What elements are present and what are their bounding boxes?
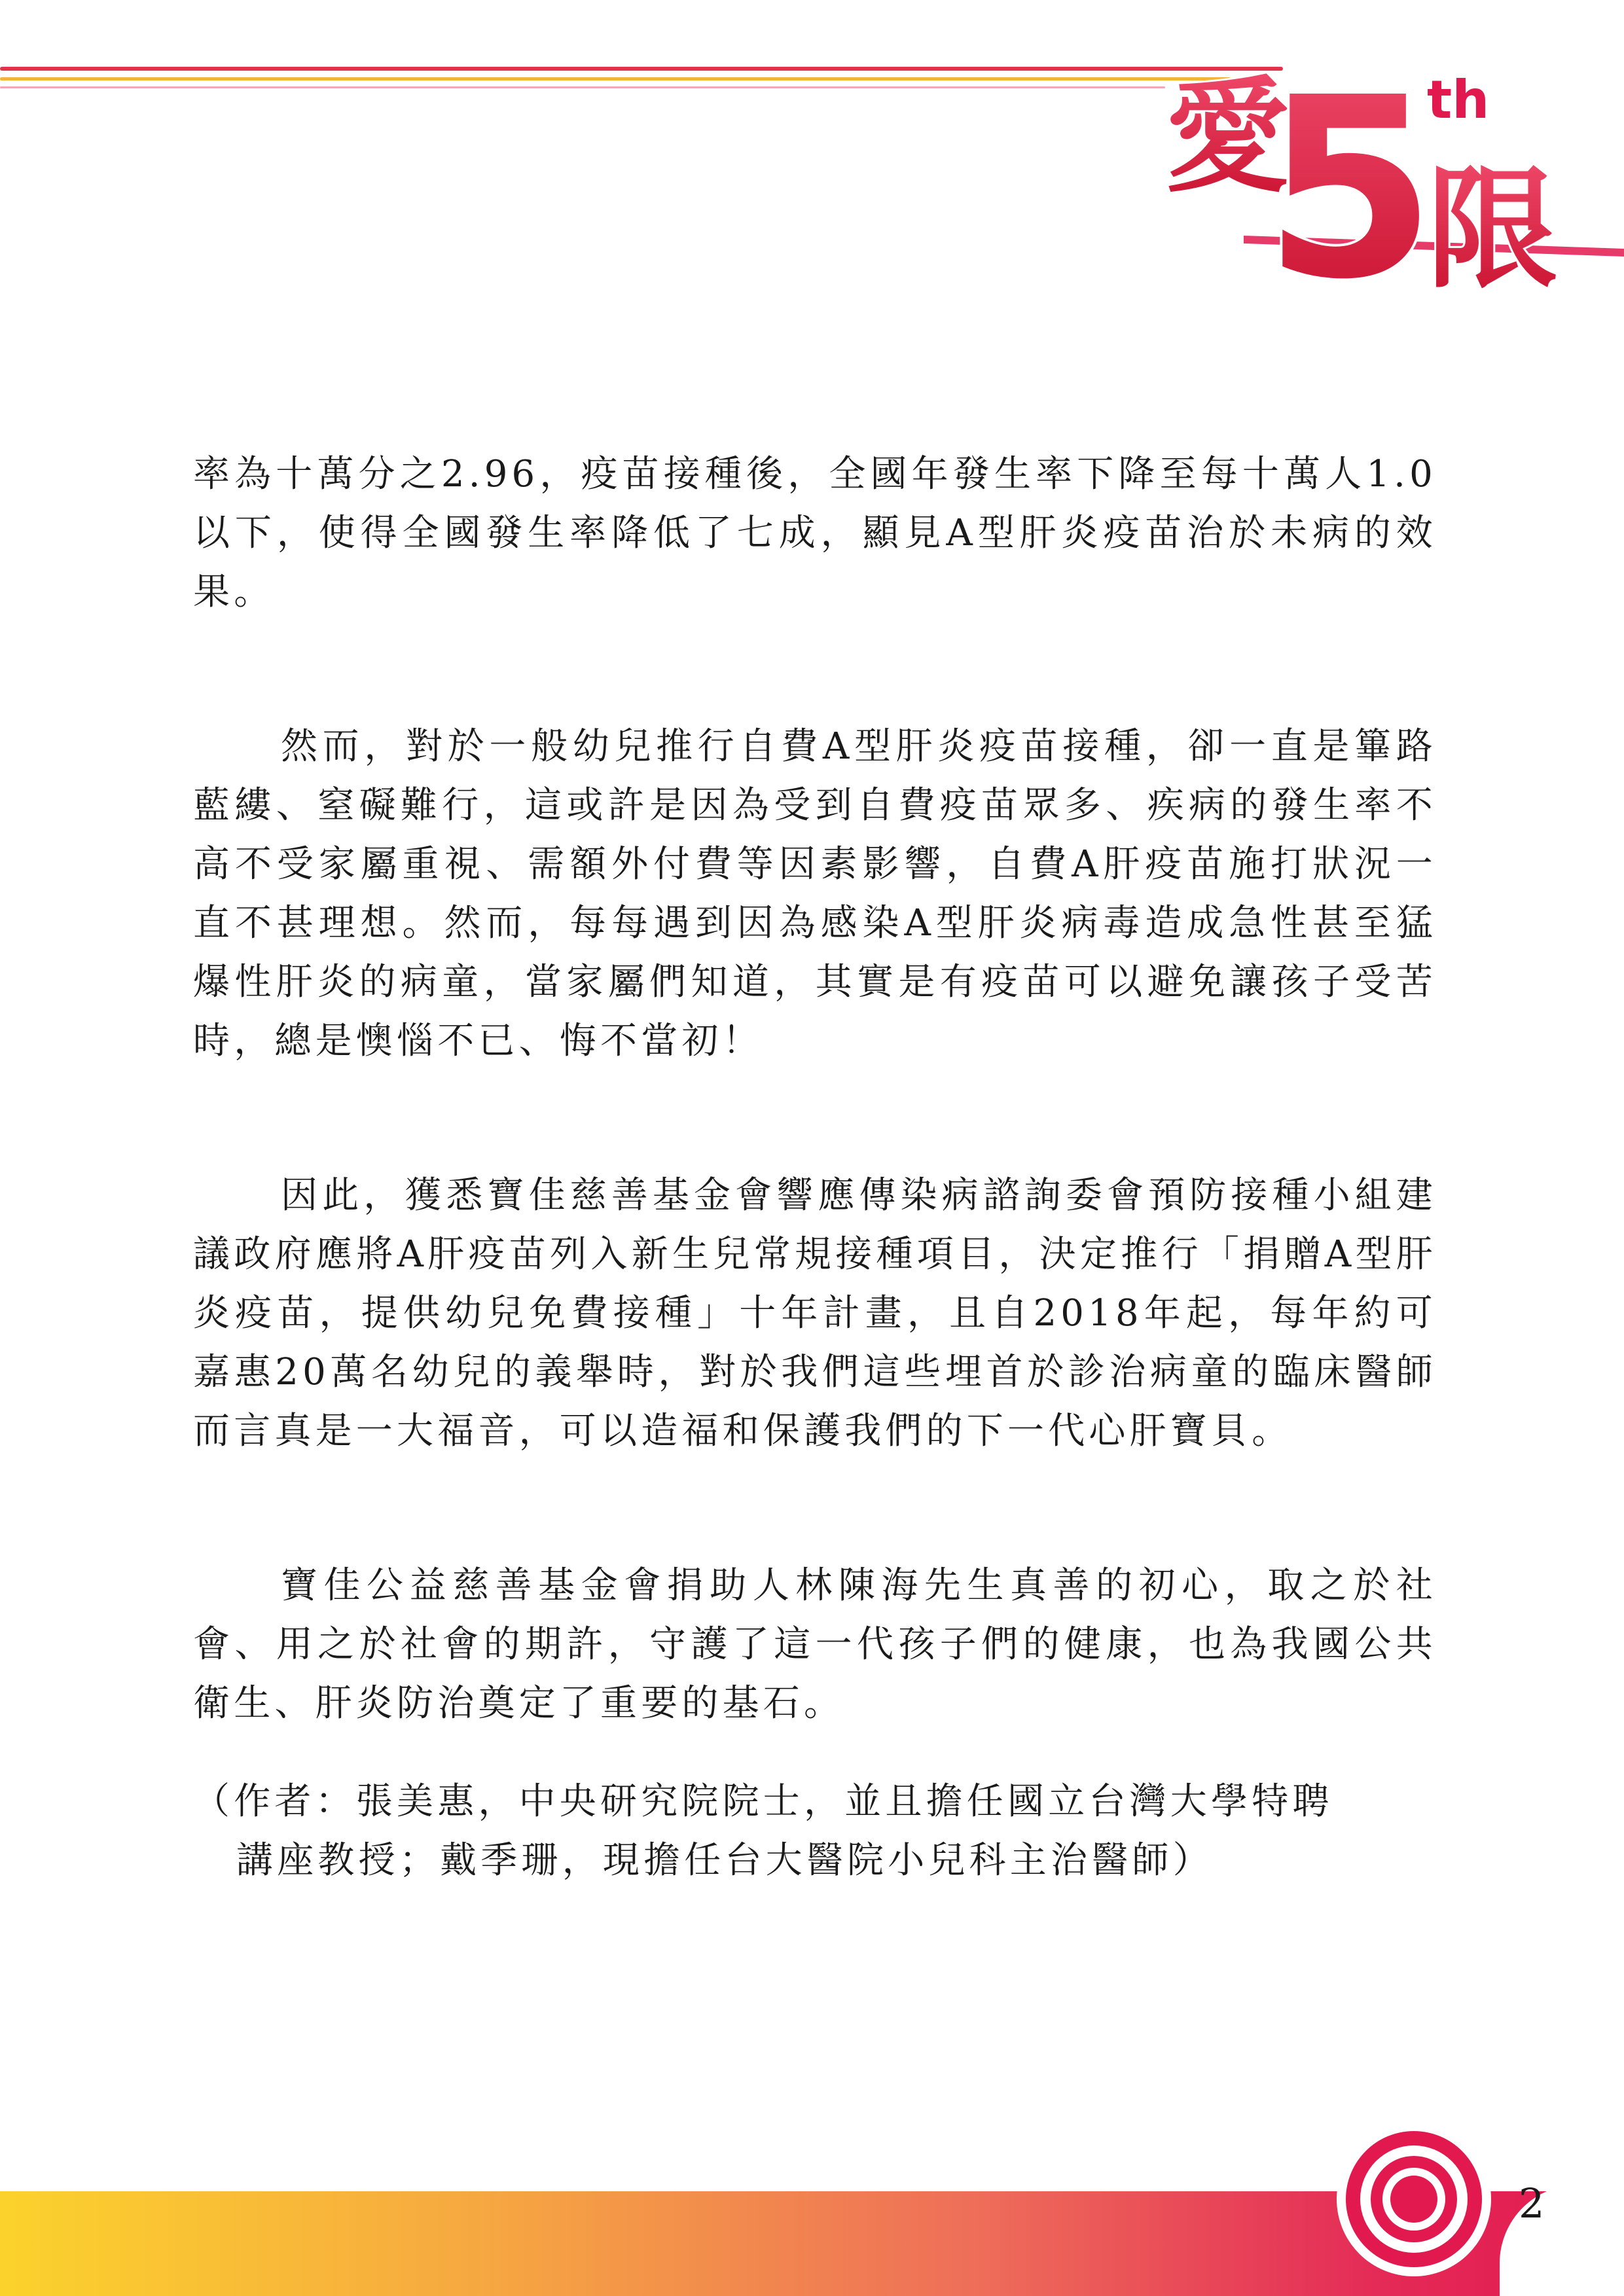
paragraph-4: 寶佳公益慈善基金會捐助人林陳海先生真善的初心，取之於社會、用之於社會的期許，守護了這一代孩子們的健康，也為我國公共衛生、肝炎防治奠定了重要的基石。 <box>193 1564 1437 1725</box>
logo-char-ai: 愛 <box>1165 65 1290 209</box>
article-body <box>193 445 1437 1890</box>
header-line-gold <box>0 77 1231 81</box>
author-line-2: 講座教授；戴季珊，現擔任台大醫院小兒科主治醫師） <box>236 1839 1214 1882</box>
header-line-red <box>0 67 1283 71</box>
page-number: 2 <box>1519 2179 1545 2227</box>
author-note <box>193 1772 1437 1890</box>
logo-char-xian: 限 <box>1427 154 1559 301</box>
target-circle-icon <box>1335 2121 1492 2278</box>
paragraph-2: 然而，對於一般幼兒推行自費A型肝炎疫苗接種，卻一直是篳路藍縷、窒礙難行，這或許是因為受到自費疫苗眾多、疾病的發生率不高不受家屬重視、需額外付費等因素影響，自費A肝疫苗施打狀況一直不甚理想。然而，每每遇到因為感染A型肝炎病毒造成急性甚至猛爆性肝炎的病童，當家屬們知道，其實是有疫苗可以避免讓孩子受苦時，總是懊惱不已、悔不當初！ <box>193 725 1437 1062</box>
author-line-1: （作者：張美惠，中央研究院院士，並且擔任國立台灣大學特聘 <box>193 1780 1333 1823</box>
paragraph-1: 率為十萬分之2.96，疫苗接種後，全國年發生率下降至每十萬人1.0以下，使得全國發生率降低了七成，顯見A型肝炎疫苗治於未病的效果。 <box>193 453 1437 613</box>
logo-number: 5 <box>1263 44 1437 301</box>
ai-5-xian-logo <box>1165 39 1624 301</box>
paragraph-3: 因此，獲悉寶佳慈善基金會響應傳染病諮詢委會預防接種小組建議政府應將A肝疫苗列入新生兒常規接種項目，決定推行「捐贈A型肝炎疫苗，提供幼兒免費接種」十年計畫，且自2018年起，每年約可嘉惠20萬名幼兒的義舉時，對於我們這些埋首於診治病童的臨床醫師而言真是一大福音，可以造福和保護我們的下一代心肝寶貝。 <box>193 1174 1437 1452</box>
logo-suffix: th <box>1427 69 1490 130</box>
header-line-pink <box>0 86 1165 88</box>
